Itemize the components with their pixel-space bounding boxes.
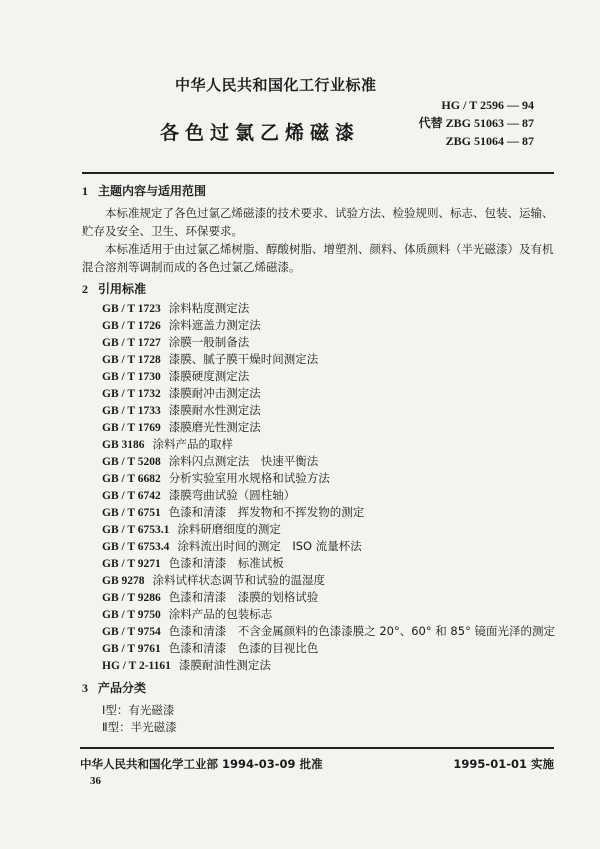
- paragraph: 本标准规定了各色过氯乙烯磁漆的技术要求、试验方法、检验规则、标志、包装、运输、贮存及安全、卫生、环保要求。: [82, 206, 554, 238]
- reference-item: [102, 368, 554, 385]
- reference-name: 色漆和清漆 色漆的目视比色: [168, 641, 319, 655]
- reference-name: 涂料粘度测定法: [168, 301, 250, 315]
- reference-name: 漆膜耐冲击测定法: [168, 386, 261, 400]
- reference-item: [102, 317, 554, 334]
- reference-code: HG / T 2-1161: [102, 660, 171, 672]
- reference-item: [102, 640, 554, 657]
- standard-codes: [419, 96, 534, 150]
- reference-item: [102, 657, 554, 674]
- reference-code: GB / T 1728: [102, 354, 161, 366]
- reference-code: GB / T 1723: [102, 303, 161, 315]
- reference-code: GB / T 1727: [102, 337, 161, 349]
- reference-item: [102, 453, 554, 470]
- reference-item: [102, 521, 554, 538]
- reference-item: [102, 487, 554, 504]
- replaces-standard: ZBG 51064 — 87: [445, 134, 534, 148]
- paragraph: 本标准适用于由过氯乙烯树脂、醇酸树脂、增塑剂、颜料、体质颜料（半光磁漆）及有机混合溶剂等调制而成的各色过氯乙烯磁漆。: [82, 242, 554, 274]
- reference-code: GB / T 9271: [102, 558, 161, 570]
- reference-item: [102, 555, 554, 572]
- reference-name: 涂料试样状态调节和试验的温湿度: [152, 573, 325, 587]
- page-number: 36: [90, 775, 101, 787]
- reference-item: [102, 470, 554, 487]
- reference-item: [102, 334, 554, 351]
- reference-code: GB / T 9754: [102, 626, 161, 638]
- reference-code: GB / T 1730: [102, 371, 161, 383]
- section-title: 引用标准: [98, 282, 147, 296]
- reference-name: 涂料遮盖力测定法: [168, 318, 261, 332]
- reference-code: GB / T 1726: [102, 320, 161, 332]
- product-type: Ⅰ型：有光磁漆: [102, 703, 175, 717]
- reference-name: 色漆和清漆 漆膜的划格试验: [168, 590, 319, 604]
- reference-code: GB / T 1732: [102, 388, 161, 400]
- reference-code: GB 9278: [102, 575, 145, 587]
- reference-code: GB / T 9286: [102, 592, 161, 604]
- footer-rule: [80, 747, 554, 749]
- reference-name: 涂料闪点测定法 快速平衡法: [168, 454, 319, 468]
- reference-code: GB / T 5208: [102, 456, 161, 468]
- reference-item: [102, 351, 554, 368]
- product-type: Ⅱ型：半光磁漆: [102, 720, 177, 734]
- reference-name: 涂膜一般制备法: [168, 335, 250, 349]
- header-rule: [82, 172, 554, 174]
- reference-code: GB / T 1733: [102, 405, 161, 417]
- reference-name: 色漆和清漆 挥发物和不挥发物的测定: [168, 505, 365, 519]
- section-number: 2: [82, 282, 88, 296]
- reference-name: 漆膜磨光性测定法: [168, 420, 261, 434]
- reference-name: 色漆和清漆 不含金属颜料的色漆漆膜之 20°、60° 和 85° 镜面光泽的测定: [168, 624, 555, 638]
- reference-list: [102, 300, 554, 674]
- reference-item: [102, 589, 554, 606]
- reference-code: GB / T 6753.4: [102, 541, 170, 553]
- reference-name: 漆膜耐油性测定法: [178, 658, 271, 672]
- section-heading-3: [82, 680, 554, 696]
- reference-item: [102, 504, 554, 521]
- approval-date: 中华人民共和国化学工业部 1994-03-09 批准: [80, 757, 323, 771]
- reference-name: 漆膜、腻子膜干燥时间测定法: [168, 352, 319, 366]
- reference-item: [102, 300, 554, 317]
- reference-item: [102, 385, 554, 402]
- reference-item: [102, 402, 554, 419]
- reference-code: GB / T 9761: [102, 643, 161, 655]
- reference-item: [102, 623, 554, 640]
- reference-name: 漆膜耐水性测定法: [168, 403, 261, 417]
- reference-code: GB / T 6682: [102, 473, 161, 485]
- issuing-organization: 中华人民共和国化工行业标准: [175, 76, 377, 94]
- reference-item: [102, 419, 554, 436]
- replaces-standard: 代替 ZBG 51063 — 87: [418, 116, 534, 130]
- reference-code: GB / T 9750: [102, 609, 161, 621]
- section-heading-2: [82, 281, 554, 297]
- implementation-date: 1995-01-01 实施: [453, 757, 554, 771]
- reference-item: [102, 538, 554, 555]
- reference-item: [102, 606, 554, 623]
- reference-name: 漆膜弯曲试验（圆柱轴）: [168, 488, 296, 502]
- section-title: 产品分类: [98, 681, 147, 695]
- reference-code: GB / T 6742: [102, 490, 161, 502]
- reference-name: 涂料产品的取样: [152, 437, 233, 451]
- reference-name: 涂料产品的包装标志: [168, 607, 273, 621]
- reference-item: [102, 436, 554, 453]
- reference-name: 涂料研磨细度的测定: [177, 522, 281, 536]
- section-heading-1: [82, 183, 554, 199]
- reference-code: GB / T 1769: [102, 422, 161, 434]
- standard-number: HG / T 2596 — 94: [441, 98, 534, 112]
- reference-name: 漆膜硬度测定法: [168, 369, 250, 383]
- section-title: 主题内容与适用范围: [98, 184, 207, 198]
- reference-code: GB / T 6753.1: [102, 524, 170, 536]
- reference-item: [102, 572, 554, 589]
- section-number: 3: [82, 681, 88, 695]
- document-body: [82, 183, 554, 736]
- section-number: 1: [82, 184, 88, 198]
- reference-name: 色漆和清漆 标准试板: [168, 556, 284, 570]
- reference-code: GB 3186: [102, 439, 145, 451]
- reference-code: GB / T 6751: [102, 507, 161, 519]
- product-type-list: [102, 702, 554, 736]
- document-title: 各色过氯乙烯磁漆: [160, 122, 361, 144]
- reference-name: 分析实验室用水规格和试验方法: [168, 471, 330, 485]
- reference-name: 涂料流出时间的测定 ISO 流量杯法: [177, 539, 362, 553]
